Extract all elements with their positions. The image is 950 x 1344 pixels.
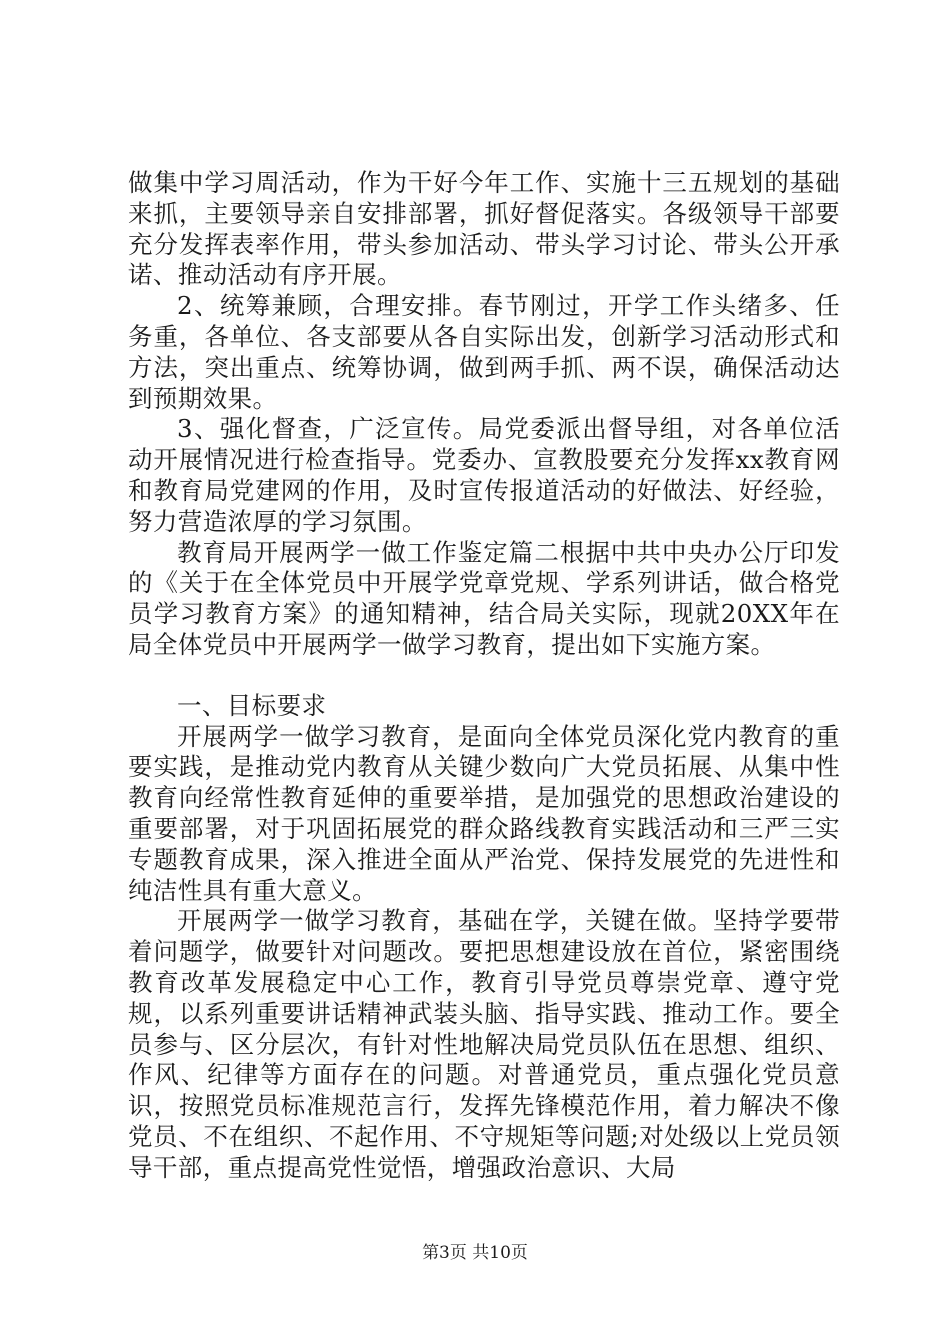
paragraph-spacer (128, 661, 840, 691)
paragraph-4: 教育局开展两学一做工作鉴定篇二根据中共中央办公厅印发的《关于在全体党员中开展学党章党规、学系列讲话，做合格党员学习教育方案》的通知精神，结合局关实际，现就20XX年在局全体党员中开展两学一做学习教育，提出如下实施方案。 (128, 537, 840, 659)
document-body (128, 168, 840, 1184)
paragraph-6: 开展两学一做学习教育，基础在学，关键在做。坚持学要带着问题学，做要针对问题改。要把思想建设放在首位，紧密围绕教育改革发展稳定中心工作，教育引导党员尊崇党章、遵守党规，以系列重要讲话精神武装头脑、指导实践、推动工作。要全员参与、区分层次，有针对性地解决局党员队伍在思想、组织、作风、纪律等方面存在的问题。对普通党员，重点强化党员意识，按照党员标准规范言行，发挥先锋模范作用，着力解决不像党员、不在组织、不起作用、不守规矩等问题;对处级以上党员领导干部，重点提高党性觉悟，增强政治意识、大局 (128, 906, 840, 1182)
paragraph-1: 做集中学习周活动，作为干好今年工作、实施十三五规划的基础来抓，主要领导亲自安排部署，抓好督促落实。各级领导干部要充分发挥表率作用，带头参加活动、带头学习讨论、带头公开承诺、推动活动有序开展。 (128, 168, 840, 290)
paragraph-3: 3、强化督查，广泛宣传。局党委派出督导组，对各单位活动开展情况进行检查指导。党委办、宣教股要充分发挥xx教育网和教育局党建网的作用，及时宣传报道活动的好做法、好经验，努力营造浓厚的学习氛围。 (128, 414, 840, 536)
paragraph-2: 2、统筹兼顾，合理安排。春节刚过，开学工作头绪多、任务重，各单位、各支部要从各自实际出发，创新学习活动形式和方法，突出重点、统筹协调，做到两手抓、两不误，确保活动达到预期效果。 (128, 291, 840, 413)
page-number-footer: 第3页 共10页 (422, 1243, 528, 1263)
section-heading: 一、目标要求 (177, 690, 327, 720)
paragraph-5: 开展两学一做学习教育，是面向全体党员深化党内教育的重要实践，是推动党内教育从关键少数向广大党员拓展、从集中性教育向经常性教育延伸的重要举措，是加强党的思想政治建设的重要部署，对于巩固拓展党的群众路线教育实践活动和三严三实专题教育成果，深入推进全面从严治党、保持发展党的先进性和纯洁性具有重大意义。 (128, 721, 840, 905)
